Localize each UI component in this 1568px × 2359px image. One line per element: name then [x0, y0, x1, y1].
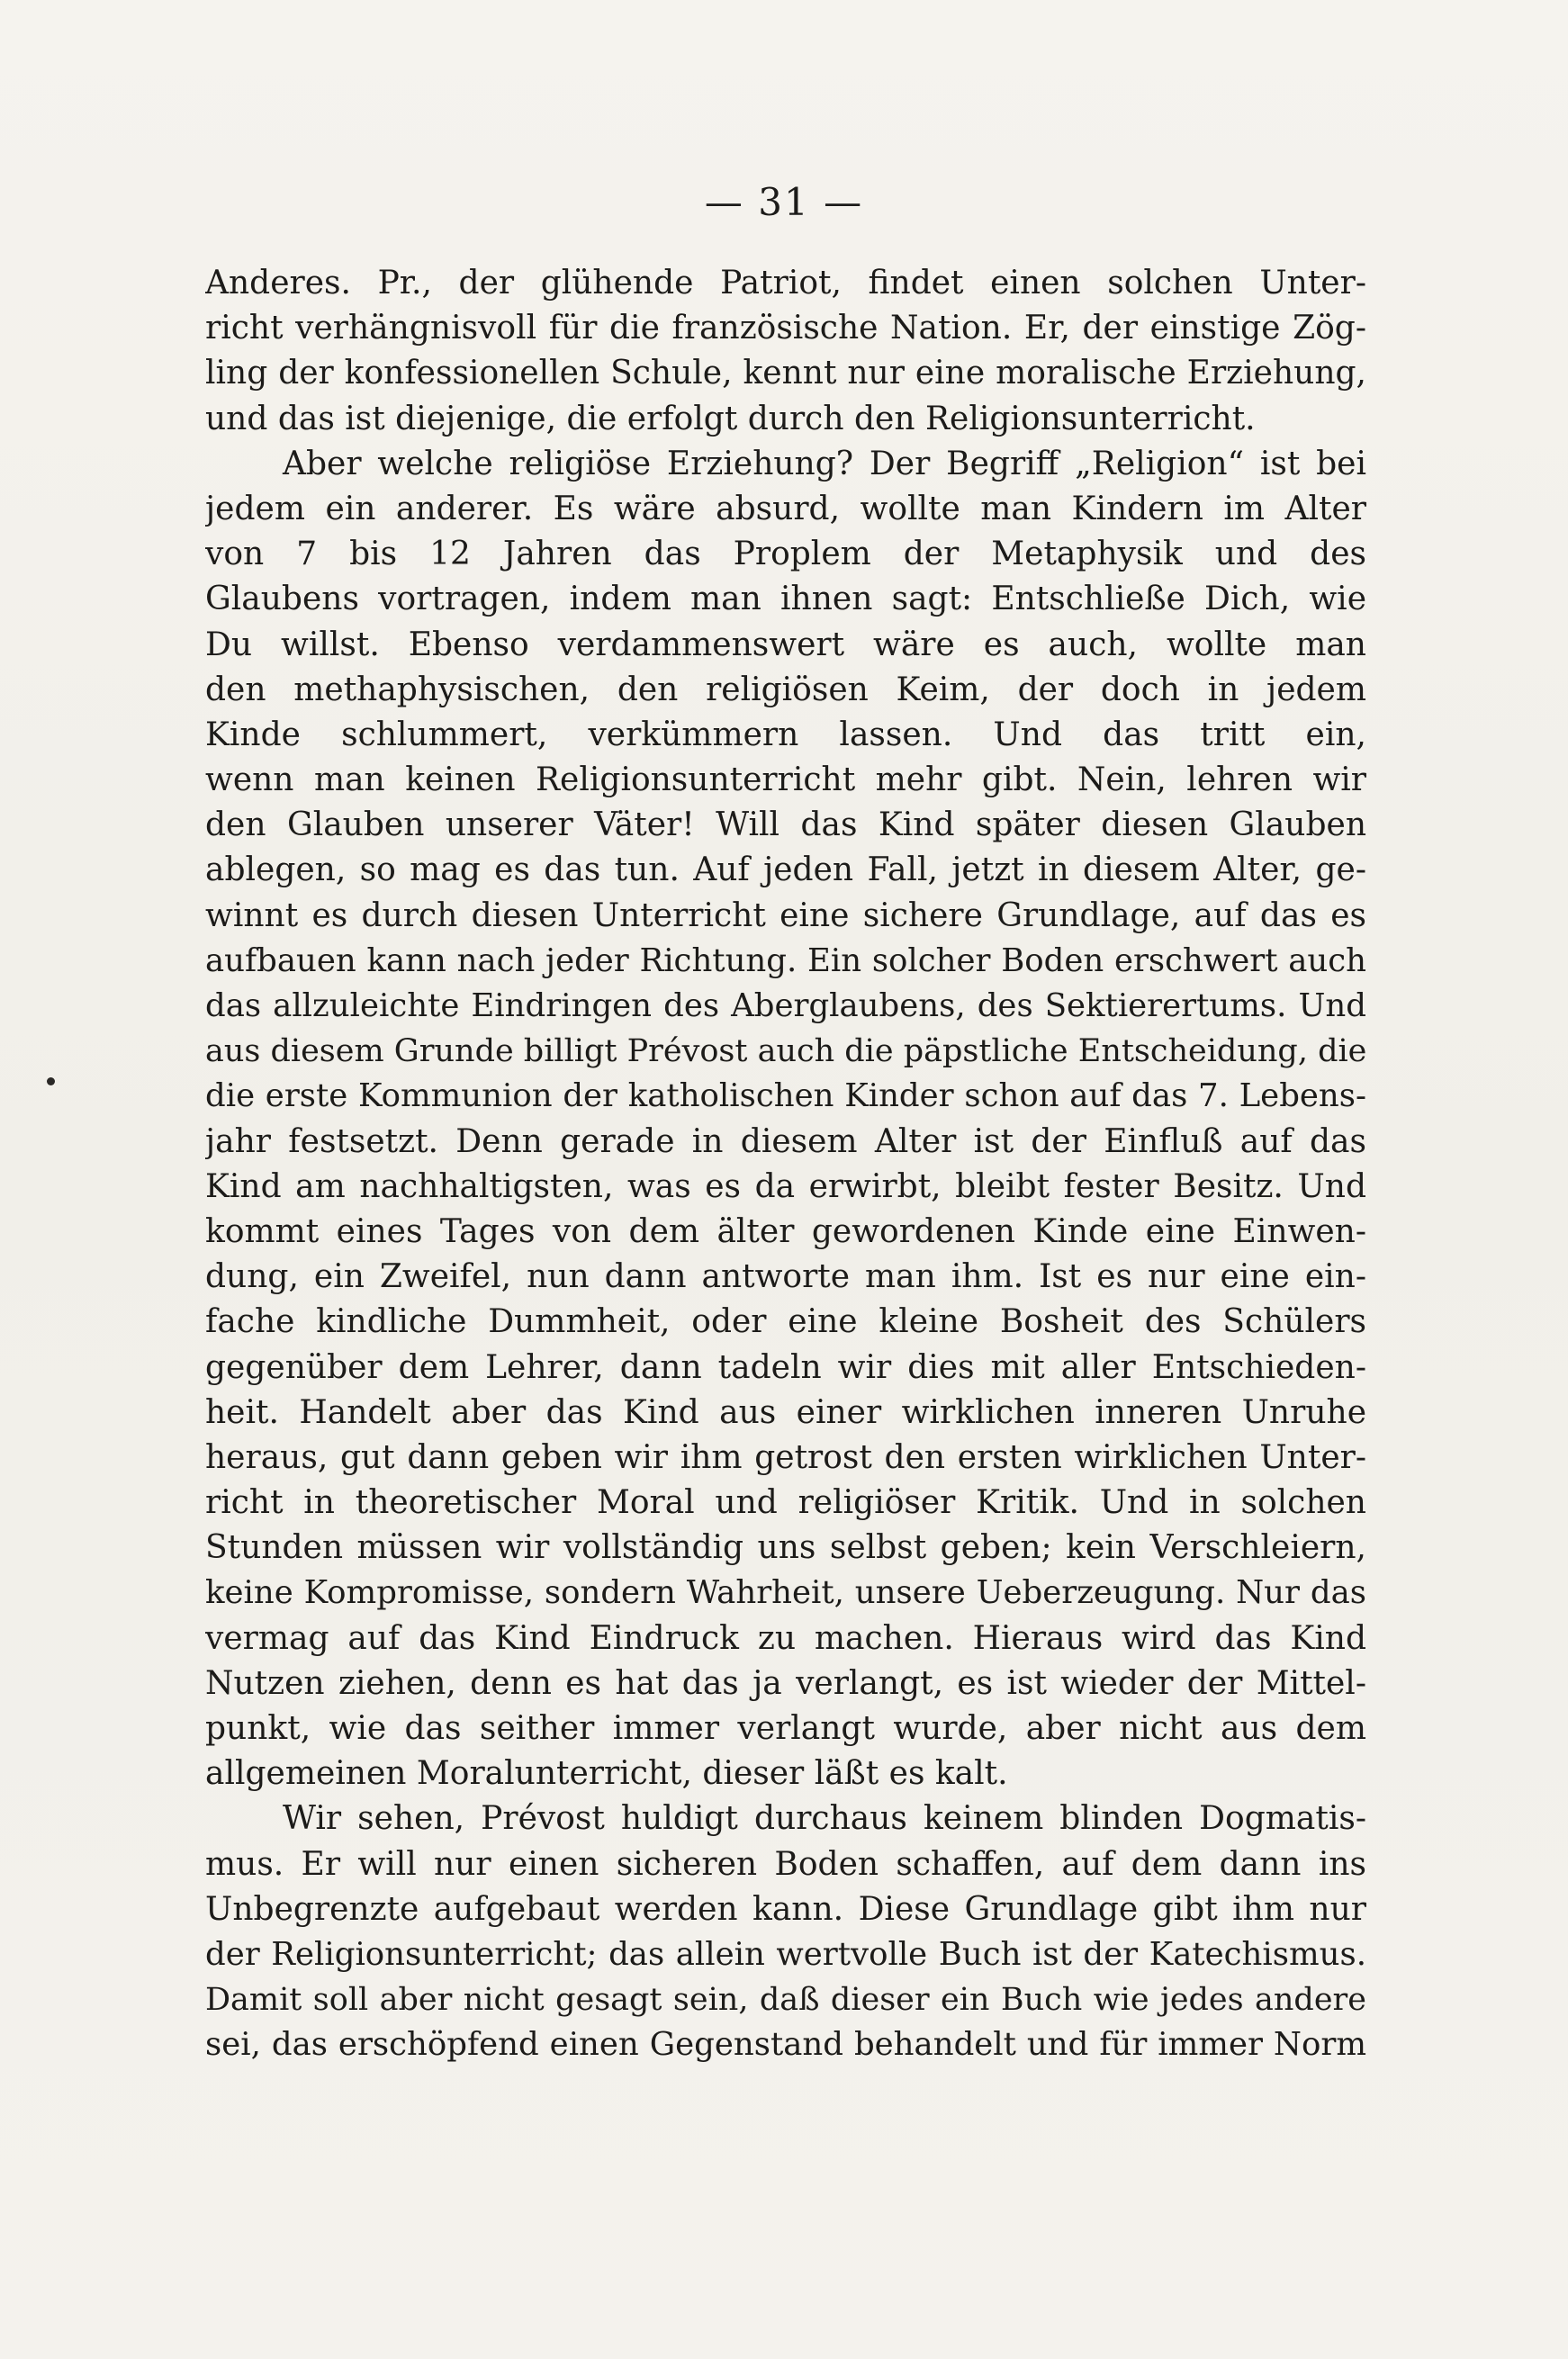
text-line: von 7 bis 12 Jahren das Proplem der Metaphysik und des	[205, 536, 1366, 573]
ink-speck	[47, 1077, 55, 1085]
text-line: und das ist diejenige, die erfolgt durch den Religionsunterricht.	[205, 400, 1256, 437]
text-line: ablegen, so mag es das tun. Auf jeden Fall, jetzt in diesem Alter, ge-	[205, 851, 1366, 889]
text-line: das allzuleichte Eindringen des Aberglaubens, des Sektierertums. Und	[205, 987, 1366, 1024]
text-line: kommt eines Tages von dem älter gewordenen Kinde eine Einwen-	[205, 1212, 1366, 1250]
text-line: Stunden müssen wir vollständig uns selbst geben; kein Verschleiern,	[205, 1529, 1366, 1567]
text-line: allgemeinen Moralunterricht, dieser läßt es kalt.	[205, 1755, 1008, 1793]
text-line: Damit soll aber nicht gesagt sein, daß dieser ein Buch wie jedes andere	[205, 1982, 1366, 2019]
text-line: den Glauben unserer Väter! Will das Kind später diesen Glauben	[205, 806, 1366, 844]
text-line: Kinde schlummert, verkümmern lassen. Und das tritt ein,	[205, 716, 1366, 753]
text-line: Wir sehen, Prévost huldigt durchaus keinem blinden Dogmatis-	[283, 1800, 1366, 1838]
text-line: Nutzen ziehen, denn es hat das ja verlangt, es ist wieder der Mittel-	[205, 1664, 1366, 1702]
text-line: dung, ein Zweifel, nun dann antworte man ihm. Ist es nur eine ein-	[205, 1258, 1366, 1296]
page-number: — 31 —	[704, 180, 864, 224]
text-line: heit. Handelt aber das Kind aus einer wirklichen inneren Unruhe	[205, 1393, 1366, 1431]
text-line: Aber welche religiöse Erziehung? Der Begriff „Religion“ ist bei	[283, 445, 1366, 482]
text-line: ling der konfessionellen Schule, kennt nur eine moralische Erziehung,	[205, 355, 1366, 392]
text-line: fache kindliche Dummheit, oder eine kleine Bosheit des Schülers	[205, 1303, 1366, 1341]
text-line: winnt es durch diesen Unterricht eine sichere Grundlage, auf das es	[205, 896, 1366, 934]
text-line: Kind am nachhaltigsten, was es da erwirbt, bleibt fester Besitz. Und	[205, 1167, 1366, 1205]
text-line: heraus, gut dann geben wir ihm getrost den ersten wirklichen Unter-	[205, 1438, 1366, 1476]
text-line: aus diesem Grunde billigt Prévost auch die päpstliche Entscheidung, die	[205, 1033, 1366, 1070]
text-line: richt in theoretischer Moral und religiöser Kritik. Und in solchen	[205, 1484, 1366, 1522]
text-line: keine Kompromisse, sondern Wahrheit, unsere Ueberzeugung. Nur das	[205, 1574, 1366, 1612]
text-line: jedem ein anderer. Es wäre absurd, wollte man Kindern im Alter	[205, 490, 1366, 527]
text-line: mus. Er will nur einen sicheren Boden schaffen, auf dem dann ins	[205, 1845, 1366, 1883]
text-line: vermag auf das Kind Eindruck zu machen. Hieraus wird das Kind	[205, 1619, 1366, 1657]
body-text	[205, 261, 1366, 2068]
text-line: wenn man keinen Religionsunterricht mehr gibt. Nein, lehren wir	[205, 761, 1366, 799]
text-line: Du willst. Ebenso verdammenswert wäre es auch, wollte man	[205, 626, 1366, 663]
text-line: Anderes. Pr., der glühende Patriot, findet einen solchen Unter-	[205, 265, 1366, 302]
text-line: Glaubens vortragen, indem man ihnen sagt: Entschließe Dich, wie	[205, 581, 1366, 618]
text-line: der Religionsunterricht; das allein wertvolle Buch ist der Katechismus.	[205, 1935, 1366, 1973]
text-line: richt verhängnisvoll für die französische Nation. Er, der einstige Zög-	[205, 310, 1366, 347]
text-line: die erste Kommunion der katholischen Kinder schon auf das 7. Lebens-	[205, 1077, 1366, 1115]
text-line: aufbauen kann nach jeder Richtung. Ein solcher Boden erschwert auch	[205, 941, 1366, 979]
text-line: den methaphysischen, den religiösen Keim, der doch in jedem	[205, 671, 1366, 708]
text-line: Unbegrenzte aufgebaut werden kann. Diese Grundlage gibt ihm nur	[205, 1890, 1366, 1928]
text-line: punkt, wie das seither immer verlangt wurde, aber nicht aus dem	[205, 1710, 1366, 1747]
text-line: gegenüber dem Lehrer, dann tadeln wir dies mit aller Entschieden-	[205, 1348, 1366, 1386]
text-line: jahr festsetzt. Denn gerade in diesem Alter ist der Einfluß auf das	[205, 1122, 1366, 1160]
text-line: sei, das erschöpfend einen Gegenstand behandelt und für immer Norm	[205, 2026, 1366, 2064]
